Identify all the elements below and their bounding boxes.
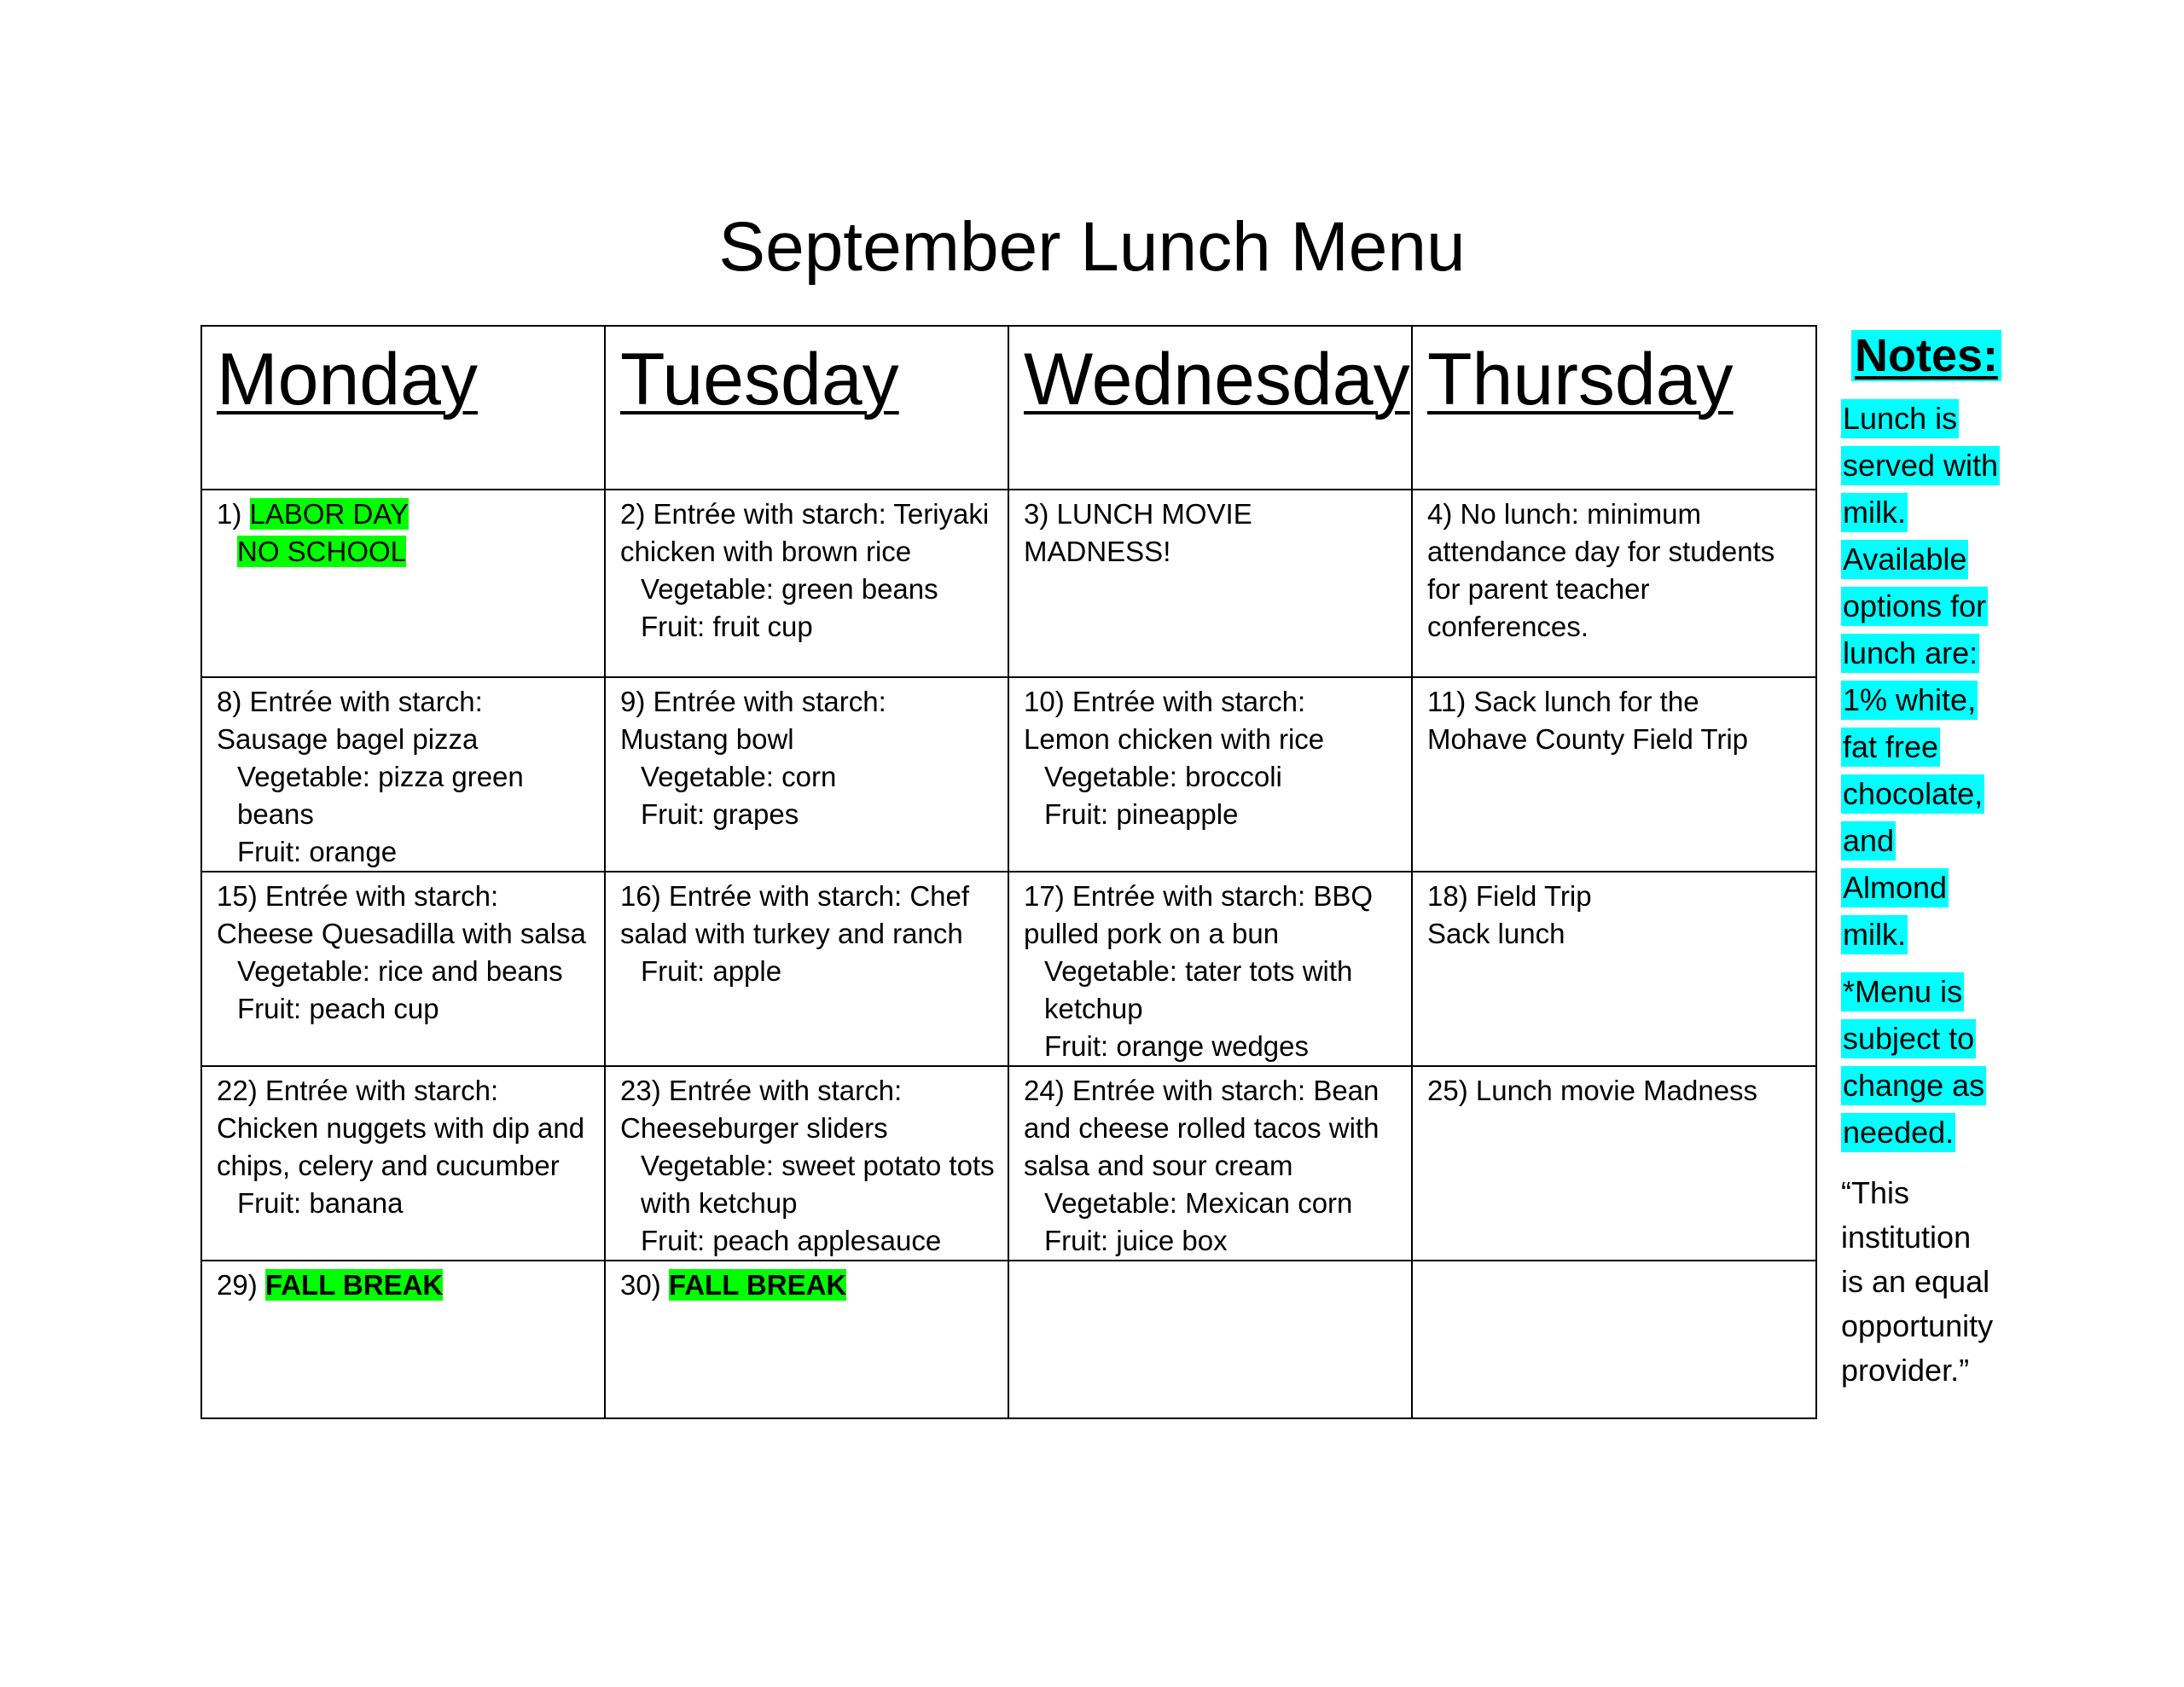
- day-menu: [1413, 678, 1815, 758]
- menu-text: Vegetable: Mexican corn: [1044, 1187, 1353, 1219]
- menu-text: Vegetable: rice and beans: [237, 955, 563, 987]
- day-cell-tuesday: [605, 490, 1008, 677]
- note-line: subject to: [1841, 1019, 1976, 1058]
- note-line: *Menu is: [1841, 972, 1964, 1012]
- menu-text: Fruit: banana: [237, 1187, 404, 1219]
- week-row: [201, 677, 1816, 872]
- menu-line: [1024, 683, 1399, 758]
- menu-line: [1427, 683, 1804, 758]
- menu-line: [1024, 758, 1399, 796]
- day-menu: [606, 678, 1008, 833]
- day-cell-thursday: [1412, 1066, 1816, 1261]
- day-menu: [1413, 490, 1815, 646]
- note-line: institution: [1841, 1220, 1972, 1255]
- week-row: [201, 1261, 1816, 1418]
- equal-opportunity-note: [1841, 1171, 2020, 1393]
- menu-line: [1024, 1072, 1399, 1185]
- menu-line: [1427, 496, 1804, 646]
- menu-text: 24) Entrée with starch: Bean and cheese rolled tacos with salsa and sour cream: [1024, 1075, 1380, 1181]
- weekday-label: Thursday: [1427, 339, 1734, 420]
- day-menu: [1009, 872, 1411, 1065]
- day-menu: [606, 1067, 1008, 1260]
- day-cell-monday: [201, 1261, 605, 1418]
- note-line: provider.”: [1841, 1353, 1970, 1388]
- day-cell-monday: [201, 677, 605, 872]
- day-menu: [202, 490, 604, 571]
- day-menu: [1009, 1067, 1411, 1260]
- menu-line: [620, 496, 996, 571]
- day-cell-wednesday: [1008, 490, 1412, 677]
- menu-line: [1024, 1222, 1399, 1260]
- milk-note: [1841, 397, 2020, 959]
- menu-text: 22) Entrée with starch: Chicken nuggets with dip and chips, celery and cucumber: [217, 1075, 585, 1181]
- note-line: needed.: [1841, 1113, 1955, 1152]
- day-cell-monday: [201, 490, 605, 677]
- menu-text: 10) Entrée with starch: Lemon chicken with rice: [1024, 686, 1325, 755]
- menu-text: Fruit: orange wedges: [1044, 1030, 1310, 1062]
- menu-line: [620, 571, 996, 608]
- menu-text: 23) Entrée with starch: Cheeseburger sliders: [620, 1075, 903, 1144]
- menu-text: Vegetable: tater tots with ketchup: [1044, 955, 1353, 1024]
- day-cell-tuesday: [605, 872, 1008, 1066]
- menu-text: Fruit: apple: [641, 955, 782, 987]
- day-cell-wednesday: [1008, 1066, 1412, 1261]
- menu-text: 25) Lunch movie Madness: [1427, 1075, 1758, 1106]
- menu-line: [217, 758, 592, 833]
- menu-text: Vegetable: broccoli: [1044, 761, 1282, 792]
- menu-text: 18) Field Trip: [1427, 880, 1592, 912]
- menu-line: [217, 1185, 592, 1222]
- menu-text: 8) Entrée with starch: Sausage bagel pizza: [217, 686, 483, 755]
- note-line: Lunch is: [1841, 399, 1959, 438]
- day-cell-thursday: [1412, 1261, 1816, 1418]
- note-line: options for: [1841, 587, 1988, 626]
- menu-line: [620, 796, 996, 833]
- menu-line: [1427, 1072, 1804, 1110]
- day-menu: [606, 490, 1008, 646]
- weekday-label: Monday: [217, 339, 478, 420]
- day-menu: [202, 1261, 604, 1304]
- date-prefix: 1): [217, 498, 250, 530]
- day-cell-monday: [201, 1066, 605, 1261]
- menu-line: [620, 683, 996, 758]
- weekday-header-tuesday: [605, 326, 1008, 490]
- notes-panel: [1841, 325, 2020, 1393]
- menu-text: 11) Sack lunch for the Mohave County Field Trip: [1427, 686, 1749, 755]
- weekday-header-thursday: [1412, 326, 1816, 490]
- day-menu: [202, 872, 604, 1028]
- note-line: 1% white,: [1841, 681, 1978, 720]
- menu-text: 15) Entrée with starch: Cheese Quesadilla with salsa: [217, 880, 586, 949]
- menu-line: [620, 1267, 996, 1304]
- day-cell-wednesday: [1008, 677, 1412, 872]
- menu-line: [1024, 496, 1399, 571]
- menu-text: 17) Entrée with starch: BBQ pulled pork on a bun: [1024, 880, 1374, 949]
- week-row: [201, 490, 1816, 677]
- day-cell-thursday: [1412, 872, 1816, 1066]
- week-row: [201, 872, 1816, 1066]
- note-line: and: [1841, 821, 1896, 861]
- menu-text: Vegetable: pizza green beans: [237, 761, 524, 830]
- page-title: September Lunch Menu: [718, 208, 1466, 286]
- day-menu: [1413, 1261, 1815, 1267]
- menu-line: [620, 878, 996, 953]
- menu-text: Fruit: pineapple: [1044, 798, 1239, 830]
- menu-line: [620, 1147, 996, 1222]
- note-line: opportunity: [1841, 1308, 1994, 1343]
- menu-text: 4) No lunch: minimum attendance day for students for parent teacher conferences.: [1427, 498, 1775, 642]
- menu-text: 16) Entrée with starch: Chef salad with turkey and ranch: [620, 880, 970, 949]
- note-line: milk.: [1841, 493, 1908, 532]
- lunch-menu-table: [200, 325, 1817, 1419]
- menu-text: Sack lunch: [1427, 918, 1565, 949]
- menu-line: [1024, 796, 1399, 833]
- menu-line: [217, 990, 592, 1028]
- notes-title: Notes:: [1851, 325, 2020, 386]
- day-cell-tuesday: [605, 677, 1008, 872]
- day-cell-wednesday: [1008, 1261, 1412, 1418]
- weekday-label: Tuesday: [620, 339, 899, 420]
- note-line: Available: [1841, 540, 1968, 579]
- day-menu: [202, 1067, 604, 1222]
- day-cell-monday: [201, 872, 605, 1066]
- weekday-header-wednesday: [1008, 326, 1412, 490]
- note-line: lunch are:: [1841, 634, 1979, 673]
- date-prefix: 30): [620, 1269, 669, 1301]
- day-menu: [1009, 678, 1411, 833]
- highlighted-event: FALL BREAK: [264, 1269, 444, 1301]
- menu-line: [217, 878, 592, 953]
- menu-line: [217, 953, 592, 990]
- week-row: [201, 1066, 1816, 1261]
- note-line: is an equal: [1841, 1264, 1990, 1299]
- note-line: served with: [1841, 446, 2000, 485]
- menu-line: [620, 758, 996, 796]
- menu-line: [620, 608, 996, 646]
- menu-line: [217, 1072, 592, 1185]
- menu-text: 2) Entrée with starch: Teriyaki chicken with brown rice: [620, 498, 990, 567]
- note-line: “This: [1841, 1175, 1909, 1210]
- day-menu: [606, 872, 1008, 990]
- weekday-header-monday: [201, 326, 605, 490]
- day-menu: [1009, 1261, 1411, 1267]
- menu-text: Fruit: fruit cup: [641, 611, 813, 642]
- note-line: change as: [1841, 1066, 1986, 1105]
- menu-line: [620, 953, 996, 990]
- menu-text: Vegetable: green beans: [641, 573, 938, 605]
- highlighted-event: LABOR DAY: [249, 498, 409, 530]
- note-line: Almond: [1841, 868, 1949, 907]
- highlighted-event: NO SCHOOL: [237, 536, 407, 567]
- day-menu: [1009, 490, 1411, 571]
- menu-text: Fruit: peach applesauce: [641, 1225, 942, 1256]
- day-menu: [202, 678, 604, 871]
- day-cell-wednesday: [1008, 872, 1412, 1066]
- day-cell-thursday: [1412, 677, 1816, 872]
- weekday-label: Wednesday: [1024, 339, 1410, 420]
- date-prefix: 29): [217, 1269, 265, 1301]
- menu-line: [1427, 878, 1804, 915]
- menu-text: Vegetable: corn: [641, 761, 837, 792]
- menu-line: [1024, 1185, 1399, 1222]
- note-line: milk.: [1841, 915, 1908, 954]
- menu-line: [1024, 1028, 1399, 1065]
- menu-text: 9) Entrée with starch: Mustang bowl: [620, 686, 886, 755]
- menu-line: [217, 683, 592, 758]
- day-cell-thursday: [1412, 490, 1816, 677]
- menu-line: [217, 1267, 592, 1304]
- menu-line: [217, 496, 592, 533]
- day-menu: [1413, 872, 1815, 953]
- day-cell-tuesday: [605, 1066, 1008, 1261]
- menu-text: Fruit: peach cup: [237, 993, 439, 1024]
- note-line: fat free: [1841, 728, 1940, 767]
- menu-text: Fruit: orange: [237, 836, 398, 867]
- day-menu: [1413, 1067, 1815, 1110]
- menu-line: [620, 1072, 996, 1147]
- menu-line: [1024, 953, 1399, 1028]
- menu-text: Fruit: grapes: [641, 798, 799, 830]
- menu-text: 3) LUNCH MOVIE MADNESS!: [1024, 498, 1252, 567]
- note-line: chocolate,: [1841, 774, 1984, 814]
- day-cell-tuesday: [605, 1261, 1008, 1418]
- menu-text: Vegetable: sweet potato tots with ketchup: [641, 1150, 995, 1219]
- menu-line: [1024, 878, 1399, 953]
- day-menu: [606, 1261, 1008, 1304]
- menu-line: [217, 833, 592, 871]
- menu-line: [217, 533, 592, 571]
- weekday-header-row: [201, 326, 1816, 490]
- menu-line: [620, 1222, 996, 1260]
- menu-change-note: [1841, 970, 2020, 1157]
- menu-line: [1427, 915, 1804, 953]
- menu-text: Fruit: juice box: [1044, 1225, 1228, 1256]
- highlighted-event: FALL BREAK: [668, 1269, 847, 1301]
